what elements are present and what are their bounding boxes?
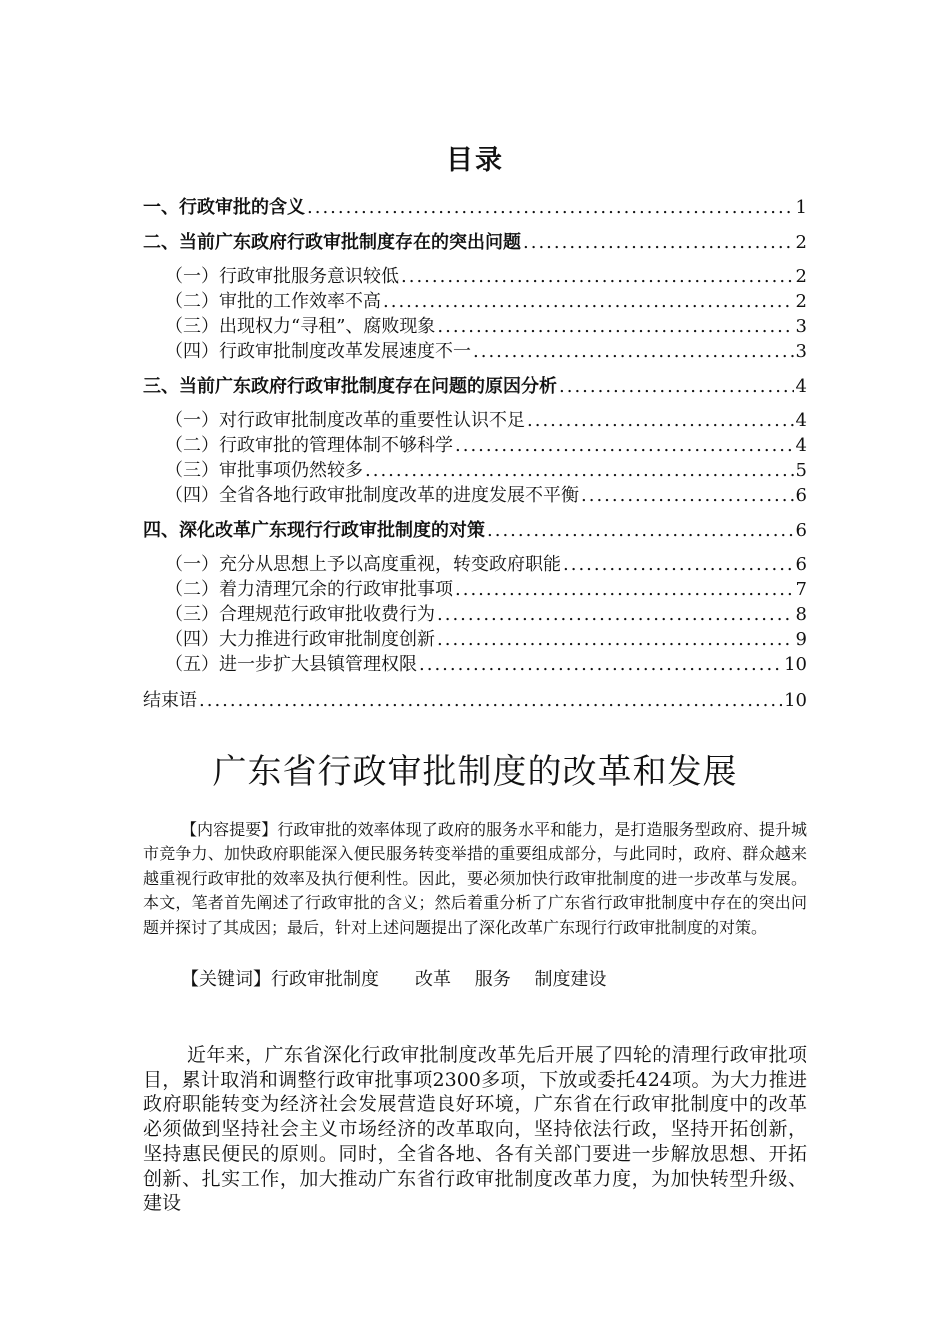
toc-entry-text: 四、深化改革广东现行行政审批制度的对策: [143, 520, 485, 541]
toc-leader-dots: [383, 290, 794, 314]
toc-entry[interactable]: [143, 689, 807, 713]
toc-leader-dots: [455, 578, 794, 602]
toc-entry-text: （三）合理规范行政审批收费行为: [165, 604, 435, 625]
abstract-paragraph: 【内容提要】行政审批的效率体现了政府的服务水平和能力，是打造服务型政府、提升城市竞争力、加快政府职能深入便民服务转变举措的重要组成部分，与此同时，政府、群众越来越重视行政审批的效率及执行便利性。因此，要必须加快行政审批制度的进一步改革与发展。本文，笔者首先阐述了行政审批的含义；然后着重分析了广东省行政审批制度中存在的突出问题并探讨了其成因；最后，针对上述问题提出了深化改革广东现行行政审批制度的对策。: [143, 820, 807, 937]
toc-entry[interactable]: [143, 196, 807, 220]
toc-entry-text: （一）充分从思想上予以高度重视，转变政府职能: [165, 554, 561, 575]
toc-entry[interactable]: [143, 409, 807, 433]
keywords-line: 【关键词】行政审批制度 改革 服务 制度建设: [181, 969, 607, 990]
toc-page-number: 6: [795, 554, 807, 575]
toc-entry[interactable]: [143, 603, 807, 627]
toc-entry[interactable]: [143, 484, 807, 508]
toc-page-number: 4: [795, 435, 807, 456]
toc-entry-text: 三、当前广东政府行政审批制度存在问题的原因分析: [143, 376, 557, 397]
toc-page-number: 4: [795, 410, 807, 431]
toc-leader-dots: [523, 231, 794, 255]
toc-leader-dots: [365, 459, 794, 483]
toc-page-number: 10: [784, 690, 807, 711]
toc-entry-text: （一）对行政审批制度改革的重要性认识不足: [165, 410, 525, 431]
toc-leader-dots: [307, 196, 794, 220]
toc-leader-dots: [473, 340, 794, 364]
toc-page-number: 3: [795, 316, 807, 337]
toc-entry[interactable]: [143, 434, 807, 458]
toc-entry[interactable]: [143, 653, 807, 677]
toc-leader-dots: [419, 653, 782, 677]
table-of-contents: [143, 196, 807, 713]
toc-entry[interactable]: [143, 459, 807, 483]
toc-entry-text: （五）进一步扩大县镇管理权限: [165, 654, 417, 675]
toc-entry-text: （四）全省各地行政审批制度改革的进度发展不平衡: [165, 485, 579, 506]
toc-entry[interactable]: [143, 265, 807, 289]
toc-page-number: 2: [795, 232, 807, 253]
toc-entry[interactable]: [143, 290, 807, 314]
toc-entry[interactable]: [143, 375, 807, 399]
toc-leader-dots: [527, 409, 794, 433]
toc-page-number: 8: [795, 604, 807, 625]
toc-entry-text: （四）行政审批制度改革发展速度不一: [165, 341, 471, 362]
toc-leader-dots: [559, 375, 794, 399]
toc-entry-text: （四）大力推进行政审批制度创新: [165, 629, 435, 650]
toc-page-number: 9: [795, 629, 807, 650]
toc-page-number: 2: [795, 266, 807, 287]
toc-entry-text: 二、当前广东政府行政审批制度存在的突出问题: [143, 232, 521, 253]
toc-entry[interactable]: [143, 519, 807, 543]
toc-leader-dots: [563, 553, 794, 577]
toc-leader-dots: [487, 519, 794, 543]
toc-entry-text: （二）审批的工作效率不高: [165, 291, 381, 312]
toc-leader-dots: [401, 265, 794, 289]
toc-page-number: 2: [795, 291, 807, 312]
toc-entry[interactable]: [143, 578, 807, 602]
toc-leader-dots: [199, 689, 782, 713]
toc-page-number: 10: [784, 654, 807, 675]
toc-entry-text: （三）审批事项仍然较多: [165, 460, 363, 481]
toc-leader-dots: [437, 315, 793, 339]
toc-page-number: 7: [795, 579, 807, 600]
toc-entry[interactable]: [143, 553, 807, 577]
toc-entry[interactable]: [143, 340, 807, 364]
toc-page-number: 6: [795, 485, 807, 506]
body-paragraph: 近年来，广东省深化行政审批制度改革先后开展了四轮的清理行政审批项目，累计取消和调整行政审批事项2300多项，下放或委托424项。为大力推进政府职能转变为经济社会发展营造良好环境，广东省在行政审批制度中的改革必须做到坚持社会主义市场经济的改革取向，坚持依法行政，坚持开拓创新，坚持惠民便民的原则。同时，全省各地、各有关部门要进一步解放思想、开拓创新、扎实工作，加大推动广东省行政审批制度改革力度，为加快转型升级、建设: [143, 1044, 807, 1215]
toc-page-number: 6: [795, 520, 807, 541]
toc-leader-dots: [437, 603, 794, 627]
toc-entry[interactable]: [143, 628, 807, 652]
toc-entry-text: （三）出现权力“寻租”、腐败现象: [165, 316, 436, 337]
toc-page-number: 3: [795, 341, 807, 362]
toc-leader-dots: [437, 628, 794, 652]
toc-entry-text: （二）行政审批的管理体制不够科学: [165, 435, 453, 456]
toc-page-number: 4: [795, 376, 807, 397]
toc-entry-text: （一）行政审批服务意识较低: [165, 266, 399, 287]
toc-entry[interactable]: [143, 315, 807, 339]
toc-title: 目录: [446, 145, 504, 176]
document-title: 广东省行政审批制度的改革和发展: [212, 752, 738, 792]
toc-page-number: 1: [795, 197, 807, 218]
toc-entry[interactable]: [143, 231, 807, 255]
toc-entry-text: 一、行政审批的含义: [143, 197, 305, 218]
toc-leader-dots: [581, 484, 794, 508]
toc-entry-text: 结束语: [143, 690, 197, 711]
toc-entry-text: （二）着力清理冗余的行政审批事项: [165, 579, 453, 600]
toc-leader-dots: [455, 434, 794, 458]
toc-page-number: 5: [795, 460, 807, 481]
